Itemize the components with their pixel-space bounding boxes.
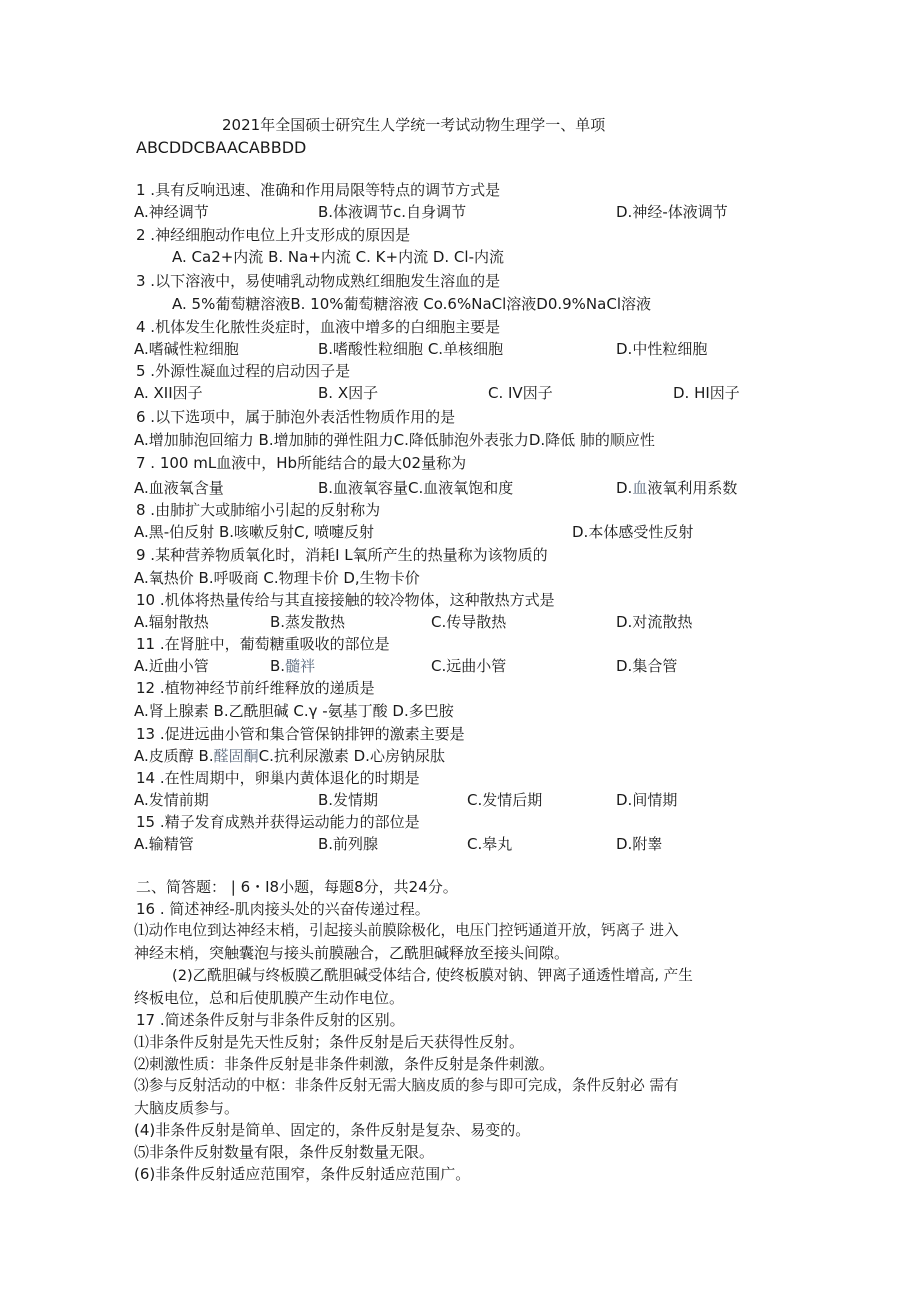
question-stem: 5 .外源性凝血过程的启动因子是 (136, 362, 351, 380)
option: D.集合管 (616, 657, 678, 675)
answer-line: 大脑皮质参与。 (134, 1099, 240, 1117)
answer-line: ⑵刺激性质：非条件反射是非条件刺激，条件反射是条件刺激。 (134, 1055, 555, 1073)
option: C.皋丸 (467, 835, 513, 853)
option-muted-char: 血 (632, 479, 648, 497)
option: D. HI因子 (673, 384, 740, 402)
question-stem: 9 .某种营养物质氧化时，消耗I L氧所产生的热量称为该物质的 (136, 546, 548, 564)
option: A.氧热价 B.呼吸商 C.物理卡价 D,生物卡价 (134, 569, 420, 587)
option: D.中性粒细胞 (616, 340, 708, 358)
option-text: A.皮质醇 B. (134, 747, 214, 765)
option-muted-text: 醛固酮 (213, 747, 259, 765)
option: A.输精管 (134, 835, 194, 853)
option-row (134, 747, 445, 765)
question-stem: 4 .机体发生化脓性炎症时，血液中增多的白细胞主要是 (136, 318, 501, 336)
question-stem: 2 .神经细胞动作电位上升支形成的原因是 (136, 226, 411, 244)
answer-line: ⑴动作电位到达神经末梢，引起接头前膜除极化，电压门控钙通道开放，钙离子 进入 (134, 922, 679, 939)
option: A.近曲小管 (134, 657, 209, 675)
answer-line: 终板电位，总和后使肌膜产生动作电位。 (134, 989, 405, 1007)
question-stem: 7 . 100 mL血液中，Hb所能结合的最大02量称为 (136, 454, 467, 472)
answer-key: ABCDDCBAACABBDD (136, 138, 307, 157)
option: A. XII因子 (134, 384, 203, 402)
question-stem: 16 . 简述神经-肌肉接头处的兴奋传递过程。 (136, 900, 430, 918)
option-b (270, 657, 315, 675)
option: B.前列腺 (318, 835, 379, 853)
option: B.蒸发散热 (270, 613, 346, 631)
doc-title (222, 116, 605, 134)
option: B.体液调节c.自身调节 (318, 203, 467, 221)
section-heading: 二、简答题： | 6・I8小题，每题8分，共24分。 (136, 878, 458, 896)
option: A.肾上腺素 B.乙酰胆碱 C.γ -氨基丁酸 D.多巴胺 (134, 702, 454, 720)
answer-line: (4)非条件反射是简单、固定的，条件反射是复杂、易变的。 (134, 1121, 531, 1139)
question-stem: 14 .在性周期中，卵巢内黄体退化的时期是 (136, 769, 420, 787)
option: C.传导散热 (431, 613, 507, 631)
option: A. Ca2+内流 B. Na+内流 C. K+内流 D. Cl-内流 (172, 248, 504, 266)
option-muted-text: 髓袢 (285, 657, 316, 675)
answer-line: 神经末梢，突触囊泡与接头前膜融合，乙酰胆碱释放至接头间隙。 (134, 944, 570, 962)
option: D.间情期 (616, 791, 678, 809)
option: C. IV因子 (488, 384, 553, 402)
option: C.远曲小管 (431, 657, 507, 675)
option: B. X因子 (318, 384, 379, 402)
answer-line: ⑴非条件反射是先天性反射；条件反射是后天获得性反射。 (134, 1033, 525, 1051)
question-stem: 13 .促进远曲小管和集合管保钠排钾的激素主要是 (136, 725, 465, 743)
option-letter: D. (616, 479, 633, 497)
question-stem: 6 .以下选项中，属于肺泡外表活性物质作用的是 (136, 408, 456, 426)
option-d (616, 479, 737, 497)
title-year: 2021 (222, 116, 261, 134)
option: A. 5%葡萄糖溶液B. 10%葡萄糖溶液 Co.6%NaCl溶液D0.9%NaCl溶液 (172, 295, 651, 313)
option: D.本体感受性反射 (572, 523, 694, 541)
option: A.发情前期 (134, 791, 209, 809)
option-text: C.抗利尿激素 D.心房钠尿肽 (258, 747, 445, 765)
option: A.辐射散热 (134, 613, 209, 631)
option: B.血液氧容量C.血液氧饱和度 (318, 479, 514, 497)
answer-line: ⑶参与反射活动的中枢：非条件反射无需大脑皮质的参与即可完成，条件反射必 需有 (134, 1077, 679, 1094)
question-stem: 17 .简述条件反射与非条件反射的区别。 (136, 1011, 405, 1029)
option: B.嗜酸性粒细胞 C.单核细胞 (318, 340, 504, 358)
option: D.附睾 (616, 835, 663, 853)
question-stem: 1 .具有反响迅速、准确和作用局限等特点的调节方式是 (136, 181, 501, 199)
option: A.神经调节 (134, 203, 209, 221)
option: D.神经-体液调节 (616, 203, 728, 221)
title-text: 年全国硕士研究生人学统一考试动物生理学一、单项 (260, 116, 606, 134)
answer-line: (6)非条件反射适应范围窄，条件反射适应范围广。 (134, 1165, 471, 1183)
question-stem: 12 .植物神经节前纤维释放的递质是 (136, 679, 375, 697)
answer-line: ⑸非条件反射数量有限，条件反射数量无限。 (134, 1143, 435, 1161)
question-stem: 3 .以下溶液中，易使哺乳动物成熟红细胞发生溶血的是 (136, 272, 501, 290)
option: A.嗜碱性粒细胞 (134, 340, 239, 358)
option: D.对流散热 (616, 613, 693, 631)
option: C.发情后期 (467, 791, 543, 809)
question-stem: 15 .精子发育成熟并获得运动能力的部位是 (136, 813, 420, 831)
option: A.血液氧含量 (134, 479, 224, 497)
option: A.增加肺泡回缩力 B.增加肺的弹性阻力C.降低肺泡外表张力D.降低 肺的顺应性 (134, 431, 655, 449)
question-stem: 11 .在肾脏中，葡萄糖重吸收的部位是 (136, 635, 390, 653)
question-stem: 10 .机体将热量传给与其直接接触的较冷物体，这种散热方式是 (136, 591, 555, 609)
answer-line: (2)乙酰胆碱与终板膜乙酰胆碱受体结合, 使终板膜对钠、钾离子通透性增高, 产生 (172, 967, 693, 984)
option-letter: B. (270, 657, 286, 675)
question-stem: 8 .由肺扩大或肺缩小引起的反射称为 (136, 501, 381, 519)
option: A.黑-伯反射 B.咳嗽反射C, 喷嚏反射 (134, 523, 375, 541)
option-text: 液氧利用系数 (647, 479, 738, 497)
option: B.发情期 (318, 791, 379, 809)
